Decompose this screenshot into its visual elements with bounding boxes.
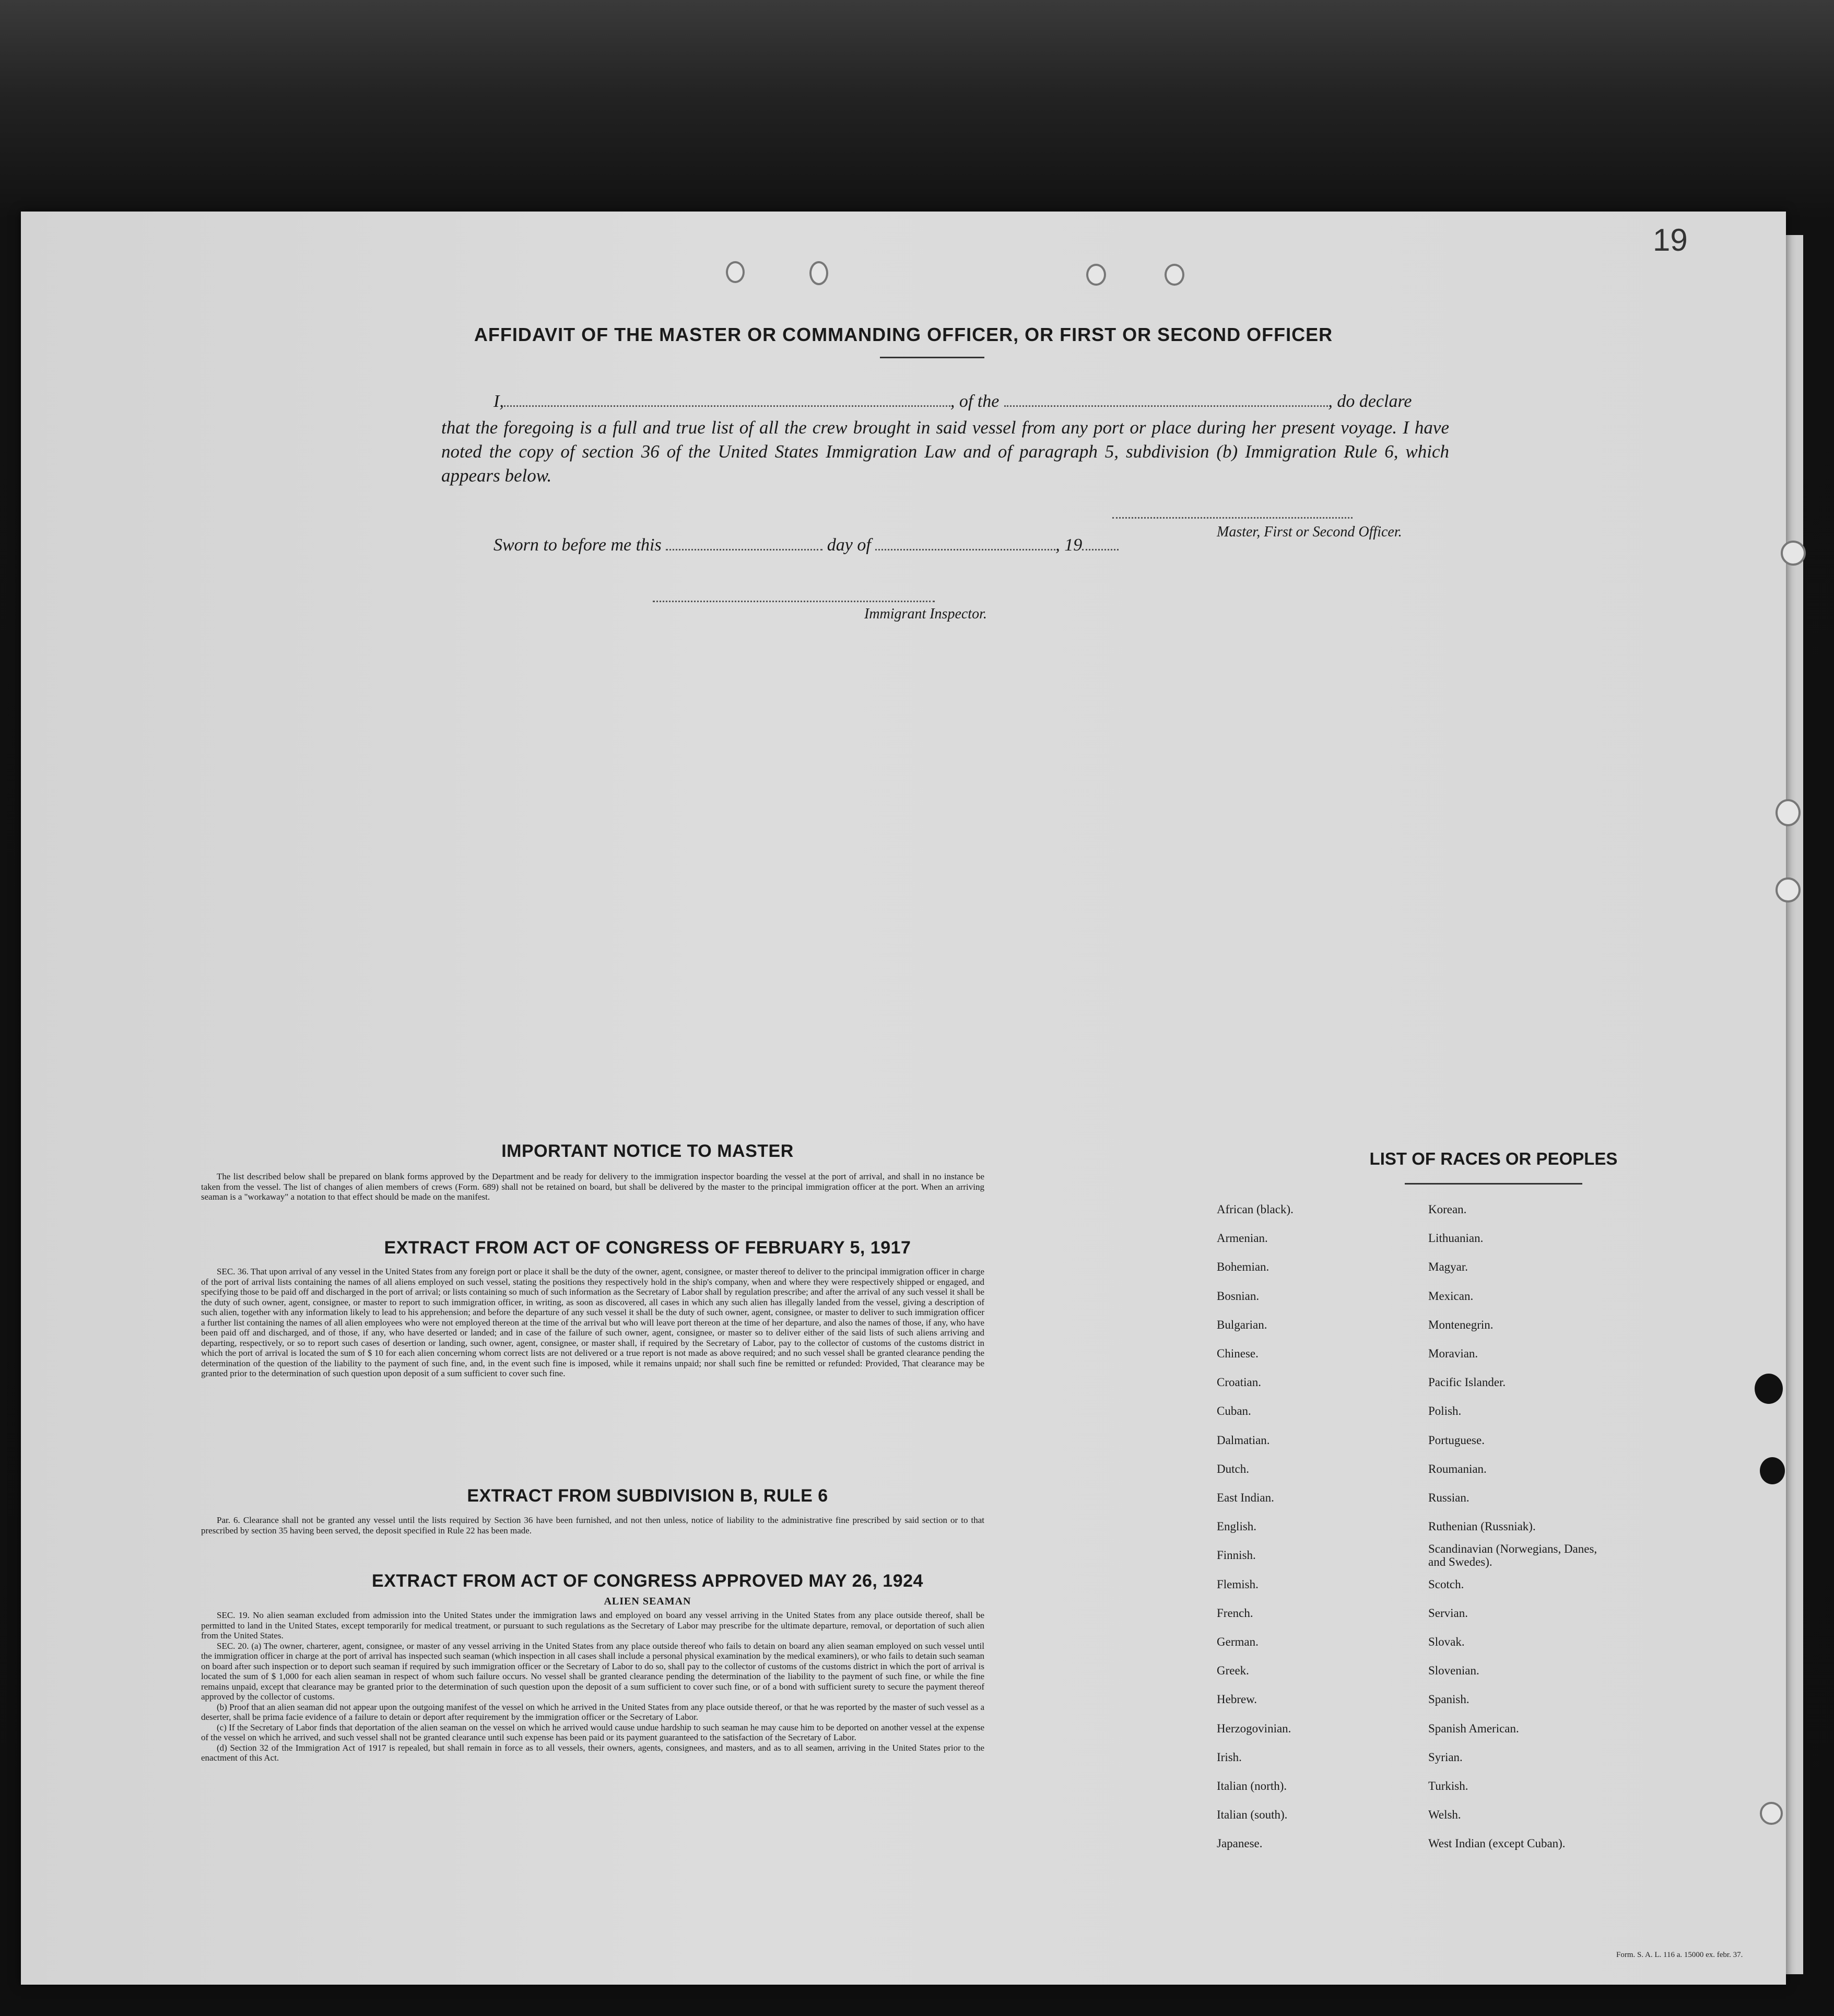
race-item: Welsh.	[1428, 1808, 1461, 1822]
race-item: Scotch.	[1428, 1577, 1464, 1591]
punch-hole	[1086, 264, 1106, 286]
extract-1924-title: EXTRACT FROM ACT OF CONGRESS APPROVED MAY 26, 1924	[372, 1571, 923, 1591]
punch-hole	[1760, 1802, 1783, 1825]
race-item: Magyar.	[1428, 1260, 1468, 1274]
race-item: Polish.	[1428, 1404, 1462, 1418]
race-item: Dutch.	[1217, 1462, 1249, 1475]
race-item: Italian (south).	[1217, 1808, 1288, 1822]
inspector-label: Immigrant Inspector.	[864, 606, 987, 622]
race-item: Bosnian.	[1217, 1289, 1260, 1303]
race-item: Mexican.	[1428, 1289, 1474, 1303]
race-item: Flemish.	[1217, 1577, 1259, 1591]
race-item: Portuguese.	[1428, 1433, 1485, 1447]
punch-hole-dark	[1760, 1457, 1785, 1484]
race-item: East Indian.	[1217, 1491, 1274, 1504]
race-item: Pacific Islander.	[1428, 1376, 1506, 1389]
race-item: Hebrew.	[1217, 1693, 1257, 1706]
punch-hole	[1781, 541, 1806, 566]
race-item: Finnish.	[1217, 1549, 1256, 1562]
race-item: Ruthenian (Russniak).	[1428, 1520, 1536, 1533]
race-item: Armenian.	[1217, 1232, 1268, 1245]
race-item: Bulgarian.	[1217, 1318, 1267, 1331]
race-item: Japanese.	[1217, 1837, 1263, 1850]
race-item: German.	[1217, 1635, 1259, 1648]
punch-hole	[726, 261, 745, 283]
race-item: Korean.	[1428, 1203, 1467, 1216]
races-title: LIST OF RACES OR PEOPLES	[1369, 1149, 1618, 1168]
sec-20b: (b) Proof that an alien seaman did not appear upon the outgoing manifest of the vessel on which he arrived in the United States from any place outside thereof, or that he was reported by the master of such vessel as a deserter, shall be prima facie evidence of a failure to detain or deport after requirement by the immigration officer or the Secretary of Labor.	[201, 1702, 984, 1722]
race-item: Greek.	[1217, 1664, 1249, 1678]
race-item: Russian.	[1428, 1491, 1469, 1504]
extract-1924-subtitle: ALIEN SEAMAN	[604, 1596, 691, 1607]
vessel-blank	[1004, 405, 1328, 407]
race-item: Slovenian.	[1428, 1664, 1479, 1678]
month-blank	[875, 549, 1055, 550]
manifest-page	[21, 212, 1786, 1985]
notice-title: IMPORTANT NOTICE TO MASTER	[501, 1141, 794, 1161]
race-item: Herzogovinian.	[1217, 1721, 1291, 1735]
signature-line	[1112, 517, 1353, 519]
race-item: Servian.	[1428, 1606, 1468, 1620]
race-item: Moravian.	[1428, 1347, 1478, 1360]
sec-20d: (d) Section 32 of the Immigration Act of 1917 is repealed, but shall remain in force as to all vessels, their owners, agents, consignees, and masters, and as to all seamen, arriving in the United States prior to the enactment of this Act.	[201, 1742, 984, 1763]
affidavit-title: AFFIDAVIT OF THE MASTER OR COMMANDING OFFICER, OR FIRST OR SECOND OFFICER	[474, 324, 1333, 345]
race-item: Slovak.	[1428, 1635, 1465, 1648]
extract-1917-text: SEC. 36. That upon arrival of any vessel in the United States from any foreign port or place it shall be the duty of the owner, agent, consignee, or master thereof to deliver to the principal immigration officer in charge of the port of arrival lists containing the names of all aliens employed on such vessel, stating the positions they respectively hold in the ship's company, when and where they were respectively shipped or engaged, and specifying those to be paid off and discharged in the port of arrival; or lists containing so much of such information as the Secretary of Labor shall by regulation prescribe; and after the arrival of any such vessel it shall be the duty of such owner, agent, consignee, or master to report to such immigration officer, in writing, as soon as discovered, all cases in which any such alien has illegally landed from the vessel, giving a description of such alien, together with any information likely to lead to his apprehension; and before the departure of any such vessel it shall be the duty of such owner, agent, consignee, or master to deliver to such immigration officer a further list containing the names of all alien employees who were not employed thereon at the time of the arrival but who will leave port thereon at the time of her departure, and also the names of those, if any, who have been paid off and discharged, and of those, if any, who have deserted or landed; and in case of the failure of such owner, agent, consignee, or master so to deliver either of the said lists of such aliens arriving and departing, respectively, or so to report such cases of desertion or landing, such owner, agent, consignee, or master shall, if required by the Secretary of Labor, pay to the collector of customs of the customs district in which the port of arrival is located the sum of $ 10 for each alien concerning whom correct lists are not delivered or a true report is not made as above required; and no such vessel shall be granted clearance pending the determination of the question of the liability to the payment of such fine, and, in the event such fine is imposed, while it remains unpaid; nor shall such fine be remitted or refunded: Provided, That clearance may be granted prior to the determination of such question upon deposit of a sum sufficient to cover such fine.	[201, 1267, 984, 1378]
sec-19: SEC. 19. No alien seaman excluded from admission into the United States under the immigration laws and employed on board any vessel arriving in the United States from any place outside thereof, shall be permitted to land in the United States, except temporarily for medical treatment, or pursuant to such regulations as the Secretary of Labor may prescribe for the ultimate departure, removal, or deportation of such alien from the United States.	[201, 1610, 984, 1640]
declaration-line	[493, 392, 1412, 412]
race-item: African (black).	[1217, 1203, 1294, 1216]
race-item: Dalmatian.	[1217, 1433, 1270, 1447]
extract-rule6-text: Par. 6. Clearance shall not be granted any vessel until the lists required by Section 36 have been furnished, and not then unless, notice of liability to the administrative fine prescribed by said section or to that prescribed by section 35 having been served, the deposit specified in Rule 22 has been made.	[201, 1515, 984, 1536]
race-item: Spanish American.	[1428, 1721, 1519, 1735]
race-item: Irish.	[1217, 1750, 1242, 1764]
sworn-label: Sworn to before me this	[493, 535, 662, 555]
signature-label: Master, First or Second Officer.	[1217, 524, 1402, 540]
punch-hole	[1776, 799, 1801, 826]
sec-20a: SEC. 20. (a) The owner, charterer, agent, consignee, or master of any vessel arriving in the United States from any place outside thereof who fails to detain on board any alien seaman employed on such vessel until the immigration officer in charge at the port of arrival has inspected such seaman (which inspection in all cases shall include a personal physical examination by the medical examiners), or who fails to detain such seaman on board after such inspection or to deport such seaman if required by such immigration officer or the Secretary of Labor to do so, shall pay to the collector of customs of the customs district in which the port of arrival is located the sum of $ 1,000 for each alien seaman in respect of whom such failure occurs. No vessel shall be granted clearance pending the determination of the liability to the payment of such fine, or while the fine remains unpaid, except that clearance may be granted prior to the determination of such question upon the deposit of a sum sufficient to cover such fine, or of a bond with sufficient surety to secure the payment thereof approved by the collector of customs.	[201, 1640, 984, 1702]
day-blank	[666, 549, 822, 550]
inspector-line	[653, 601, 935, 602]
punch-hole	[809, 261, 828, 285]
race-item: Syrian.	[1428, 1750, 1463, 1764]
punch-hole	[1165, 264, 1184, 286]
race-item: West Indian (except Cuban).	[1428, 1837, 1566, 1850]
race-item: Bohemian.	[1217, 1260, 1269, 1274]
extract-1917-title: EXTRACT FROM ACT OF CONGRESS OF FEBRUARY 5, 1917	[384, 1238, 911, 1258]
race-item: Roumanian.	[1428, 1462, 1487, 1475]
race-item: Lithuanian.	[1428, 1232, 1484, 1245]
race-item: Turkish.	[1428, 1779, 1468, 1792]
race-item: Montenegrin.	[1428, 1318, 1494, 1331]
of-the-label: , of the	[950, 392, 1000, 411]
form-number: Form. S. A. L. 116 a. 15000 ex. febr. 37.	[1616, 1951, 1743, 1959]
race-item: Croatian.	[1217, 1376, 1261, 1389]
year-blank	[1082, 549, 1119, 550]
race-item: Scandinavian (Norwegians, Danes, and Swedes).	[1428, 1542, 1597, 1569]
year-prefix: , 19	[1055, 535, 1083, 555]
sworn-line	[493, 535, 1119, 555]
race-item: Italian (north).	[1217, 1779, 1287, 1792]
do-declare-label: , do declare	[1328, 392, 1412, 411]
sheet-number: 19	[1653, 222, 1688, 257]
day-of-label: day of	[827, 535, 871, 555]
i-label: I,	[493, 392, 504, 411]
race-item: Chinese.	[1217, 1347, 1259, 1360]
punch-hole-dark	[1755, 1374, 1783, 1404]
extract-rule6-title: EXTRACT FROM SUBDIVISION B, RULE 6	[467, 1486, 828, 1506]
race-item: French.	[1217, 1606, 1253, 1620]
race-item: Spanish.	[1428, 1693, 1469, 1706]
race-item: English.	[1217, 1520, 1257, 1533]
notice-text: The list described below shall be prepared on blank forms approved by the Department and be ready for delivery to the immigration inspector boarding the vessel at the port of arrival, and shall in no instance be taken from the vessel. The list of changes of alien members of crews (Form. 689) shall not be retained on board, but shall be delivered by the master to the principal immigration officer at the port. When an arriving seaman is a "workaway" a notation to that effect should be made on the manifest.	[201, 1171, 984, 1202]
punch-hole	[1776, 877, 1801, 902]
race-item: Cuban.	[1217, 1404, 1251, 1418]
title-rule	[880, 357, 984, 358]
extract-1924-text	[201, 1610, 984, 1763]
name-blank	[504, 405, 950, 407]
sec-20c: (c) If the Secretary of Labor finds that deportation of the alien seaman on the vessel on which he arrived would cause undue hardship to such seaman he may cause him to be deported on another vessel at the expense of the vessel on which he arrived, and such vessel shall not be granted clearance until such expense has been paid or its payment guaranteed to the satisfaction of the Secretary of Labor.	[201, 1722, 984, 1742]
races-rule	[1405, 1183, 1582, 1185]
affidavit-body: that the foregoing is a full and true list of all the crew brought in said vessel from any port or place during her present voyage. I have noted the copy of section 36 of the United States Immigration Law and of paragraph 5, subdivision (b) Immigration Rule 6, which appears below.	[441, 417, 1449, 486]
